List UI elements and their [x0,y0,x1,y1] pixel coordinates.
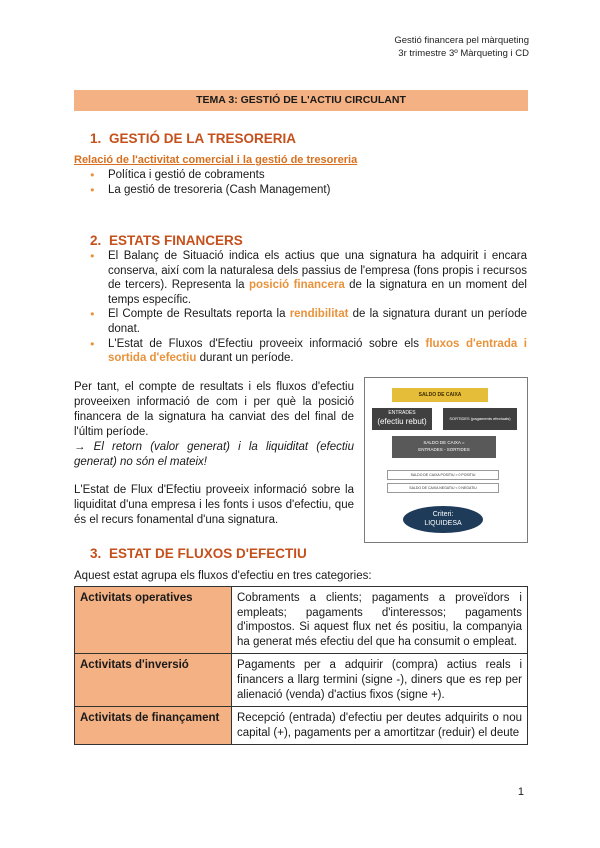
cash-flow-table [74,586,528,745]
section-1-subheading: Relació de l'activitat comercial i la gestió de tresoreria [74,154,358,166]
list-item: ● La gestió de tresoreria (Cash Management) [90,183,527,198]
row-label: Activitats de finançament [75,707,232,745]
row-label: Activitats operatives [75,587,232,654]
section-number: 2. [90,233,102,248]
saldo-positive-line: SALDO DE CAIXA POSITIU > 0 POSITIU [387,470,499,480]
section-title: ESTATS FINANCERS [109,233,243,248]
saldo-box: SALDO DE CAIXA [392,388,488,402]
topic-banner: TEMA 3: GESTIÓ DE L'ACTIU CIRCULANT [74,90,528,111]
page-header [394,34,529,60]
section-number: 1. [90,131,102,146]
italic-note: → El retorn (valor generat) i la liquiditat (efectiu generat) no són el mateix! [74,441,354,468]
section-3-heading [90,546,307,561]
table-row [75,707,528,745]
list-item: ● Política i gestió de cobraments [90,168,527,183]
saldo-negative-line: SALDO DE CAIXA NEGATIU < 0 NEGATIU [387,483,499,493]
section-number: 3. [90,546,102,561]
header-term: 3r trimestre 3º Màrqueting i CD [398,48,529,59]
highlight: fluxos d'entrada i sortida d'efectiu [108,337,527,365]
criteri-oval: Criteri: LIQUIDESA [403,506,483,533]
list-item: ● El Compte de Resultats reporta la rendibilitat de la signatura durant un període donat. [90,307,527,336]
section-title: ESTAT DE FLUXOS D'EFECTIU [109,546,307,561]
section-2-heading [90,233,243,248]
entrades-box: ENTRADES (efectiu rebut) [372,408,432,430]
table-row [75,654,528,707]
list-item: ● L'Estat de Fluxos d'Efectiu proveeix informació sobre els fluxos d'entrada i sortida d'efectiu durant un període. [90,337,527,366]
section-3-intro: Aquest estat agrupa els fluxos d'efectiu en tres categories: [74,570,372,582]
section-1-heading [90,131,296,146]
section-1-list [90,168,527,197]
header-course: Gestió financera pel màrqueting [394,35,529,46]
row-text: Pagaments per a adquirir (compra) actius reals i financers a llarg termini (signe -), diners que es rep per alienació (venda) d'actius fixos (signe +). [232,654,528,707]
page-number: 1 [517,786,524,798]
row-text: Cobraments a clients; pagaments a proveïdors i empleats; pagaments d'interessos; pagaments d'impostos. Si aquest flux net és positiu, la companyia ha generat més efectiu del que ha consumit o empleat. [232,587,528,654]
sortides-box: SORTIDES (pagaments efectuats) [443,408,517,430]
highlight: posició financera [248,279,345,292]
list-item: ● El Balanç de Situació indica els actius que una signatura ha adquirit i encara conserva, així com la naturalesa dels passius de l'empresa (fons propis i recursos de tercers). Representa la posició financera de la signatura en un moment del temps específic. [90,249,527,307]
row-text: Recepció (entrada) d'efectiu per deutes adquirits o nou capital (+), pagaments per a amortitzar (reduir) el deute [232,707,528,745]
row-label: Activitats d'inversió [75,654,232,707]
paragraph: Per tant, el compte de resultats i els fluxos d'efectiu proveeixen informació de com i per què la posició financera de la signatura ha canviat des del final de l'últim període. → El retorn (valor generat) i la liquiditat (efectiu generat) no són el mateix! [74,381,354,468]
saldo-formula-box: SALDO DE CAIXA = ENTRADES - SORTIDES [392,436,496,458]
highlight: rendibilitat [289,308,349,321]
cash-balance-diagram [364,377,528,543]
table-row [75,587,528,654]
section-title: GESTIÓ DE LA TRESORERIA [109,131,297,146]
section-2-list [90,249,527,366]
paragraph: L'Estat de Flux d'Efectiu proveeix informació sobre la liquiditat d'una empresa i les fonts i usos d'efectiu, que és el recurs fonamental d'una signatura. [74,484,354,526]
